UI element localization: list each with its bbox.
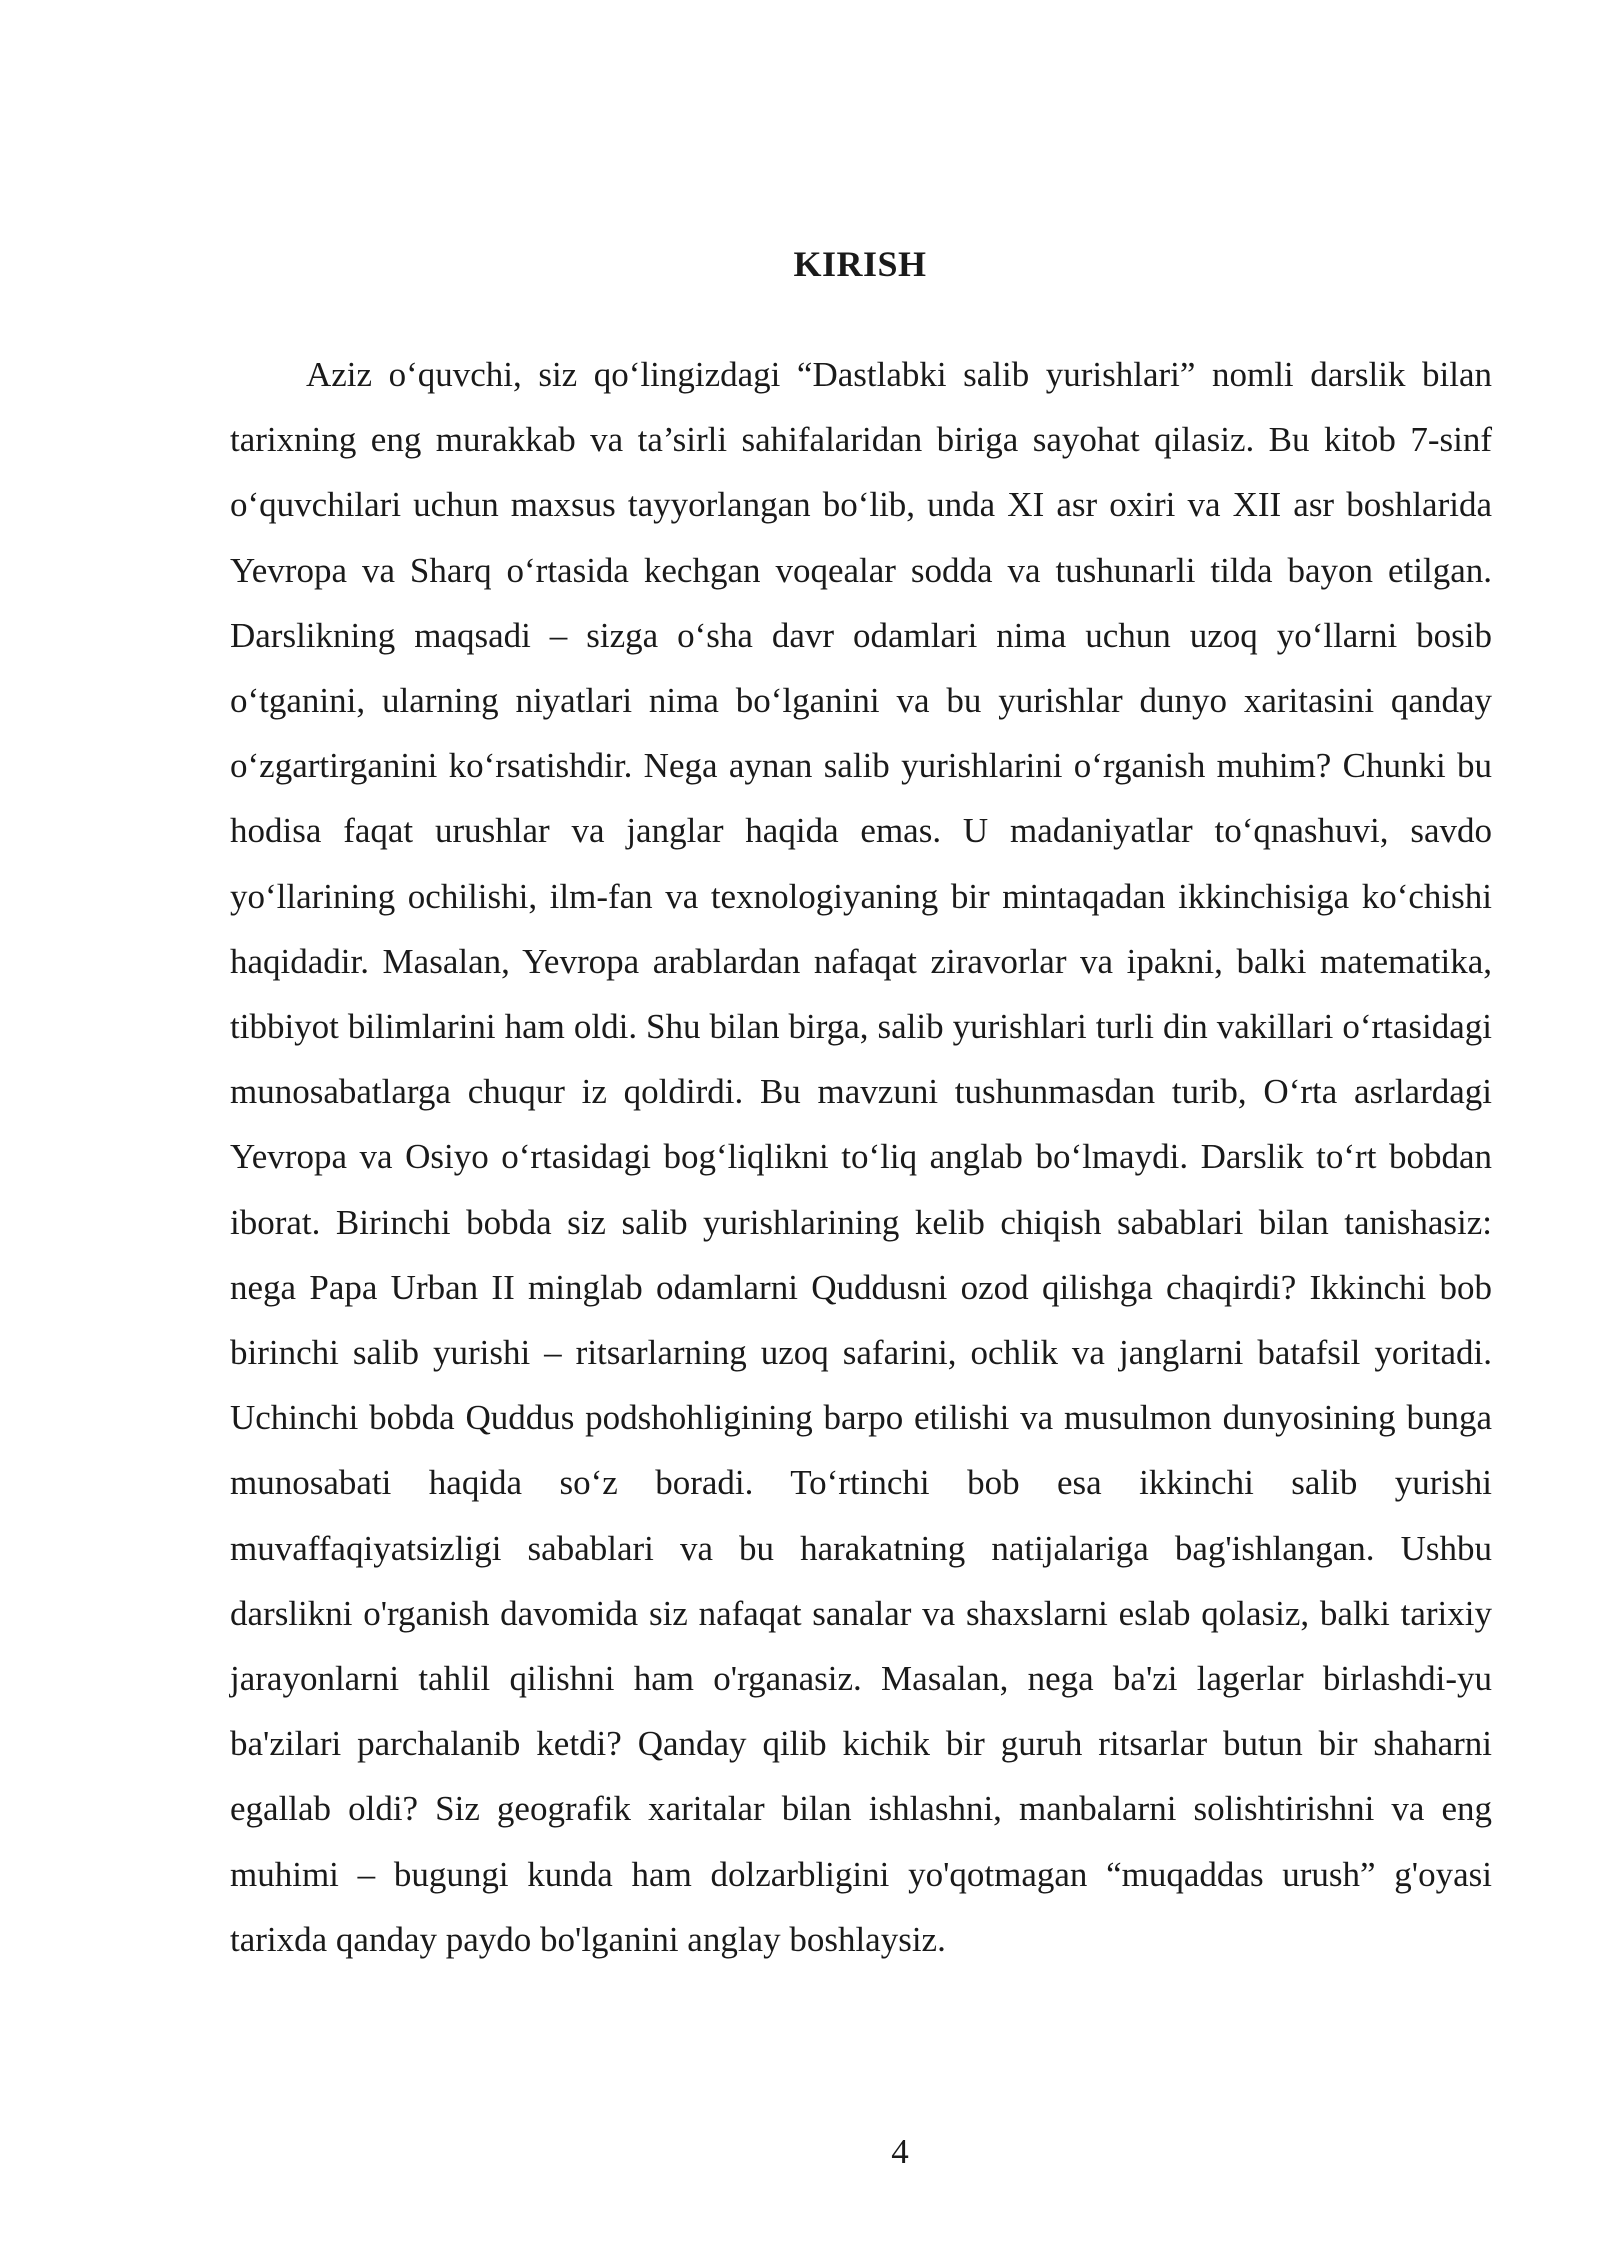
body-paragraph: Aziz o‘quvchi, siz qo‘lingizdagi “Dastlabki salib yurishlari” nomli darslik bilan tarixning eng murakkab va ta’sirli sahifalaridan biriga sayohat qilasiz. Bu kitob 7-sinf o‘quvchilari uchun maxsus tayyorlangan bo‘lib, unda XI asr oxiri va XII asr boshlarida Yevropa va Sharq o‘rtasida kechgan voqealar sodda va tushunarli tilda bayon etilgan. Darslikning maqsadi – sizga o‘sha davr odamlari nima uchun uzoq yo‘llarni bosib o‘tganini, ularning niyatlari nima bo‘lganini va bu yurishlar dunyo xaritasini qanday o‘zgartirganini ko‘rsatishdir. Nega aynan salib yurishlarini o‘rganish muhim? Chunki bu hodisa faqat urushlar va janglar haqida emas. U madaniyatlar to‘qnashuvi, savdo yo‘llarining ochilishi, ilm-fan va texnologiyaning bir mintaqadan ikkinchisiga ko‘chishi haqidadir. Masalan, Yevropa arablardan nafaqat ziravorlar va ipakni, balki matematika, tibbiyot bilimlarini ham oldi. Shu bilan birga, salib yurishlari turli din vakillari o‘rtasidagi munosabatlarga chuqur iz qoldirdi. Bu mavzuni tushunmasdan turib, O‘rta asrlardagi Yevropa va Osiyo o‘rtasidagi bog‘liqlikni to‘liq anglab bo‘lmaydi. Darslik to‘rt bobdan iborat. Birinchi bobda siz salib yurishlarining kelib chiqish sabablari bilan tanishasiz: nega Papa Urban II minglab odamlarni Quddusni ozod qilishga chaqirdi? Ikkinchi bob birinchi salib yurishi – ritsarlarning uzoq safarini, ochlik va janglarni batafsil yoritadi. Uchinchi bobda Quddus podshohligining barpo etilishi va musulmon dunyosining bunga munosabati haqida so‘z boradi. To‘rtinchi bob esa ikkinchi salib yurishi muvaffaqiyatsizligi sabablari va bu harakatning natijalariga bag'ishlangan. Ushbu darslikni o'rganish davomida siz nafaqat sanalar va shaxslarni eslab qolasiz, balki tarixiy jarayonlarni tahlil qilishni ham o'rganasiz. Masalan, nega ba'zi lagerlar birlashdi-yu ba'zilari parchalanib ketdi? Qanday qilib kichik bir guruh ritsarlar butun bir shaharni egallab oldi? Siz geografik xaritalar bilan ishlashni, manbalarni solishtirishni va eng muhimi – bugungi kunda ham dolzarbligini yo'qotmagan “muqaddas urush” g'oyasi tarixda qanday paydo bo'lganini anglay boshlaysiz. [230,355,1492,1959]
page-number: 4 [891,2132,909,2171]
page-title: KIRISH [793,244,927,285]
